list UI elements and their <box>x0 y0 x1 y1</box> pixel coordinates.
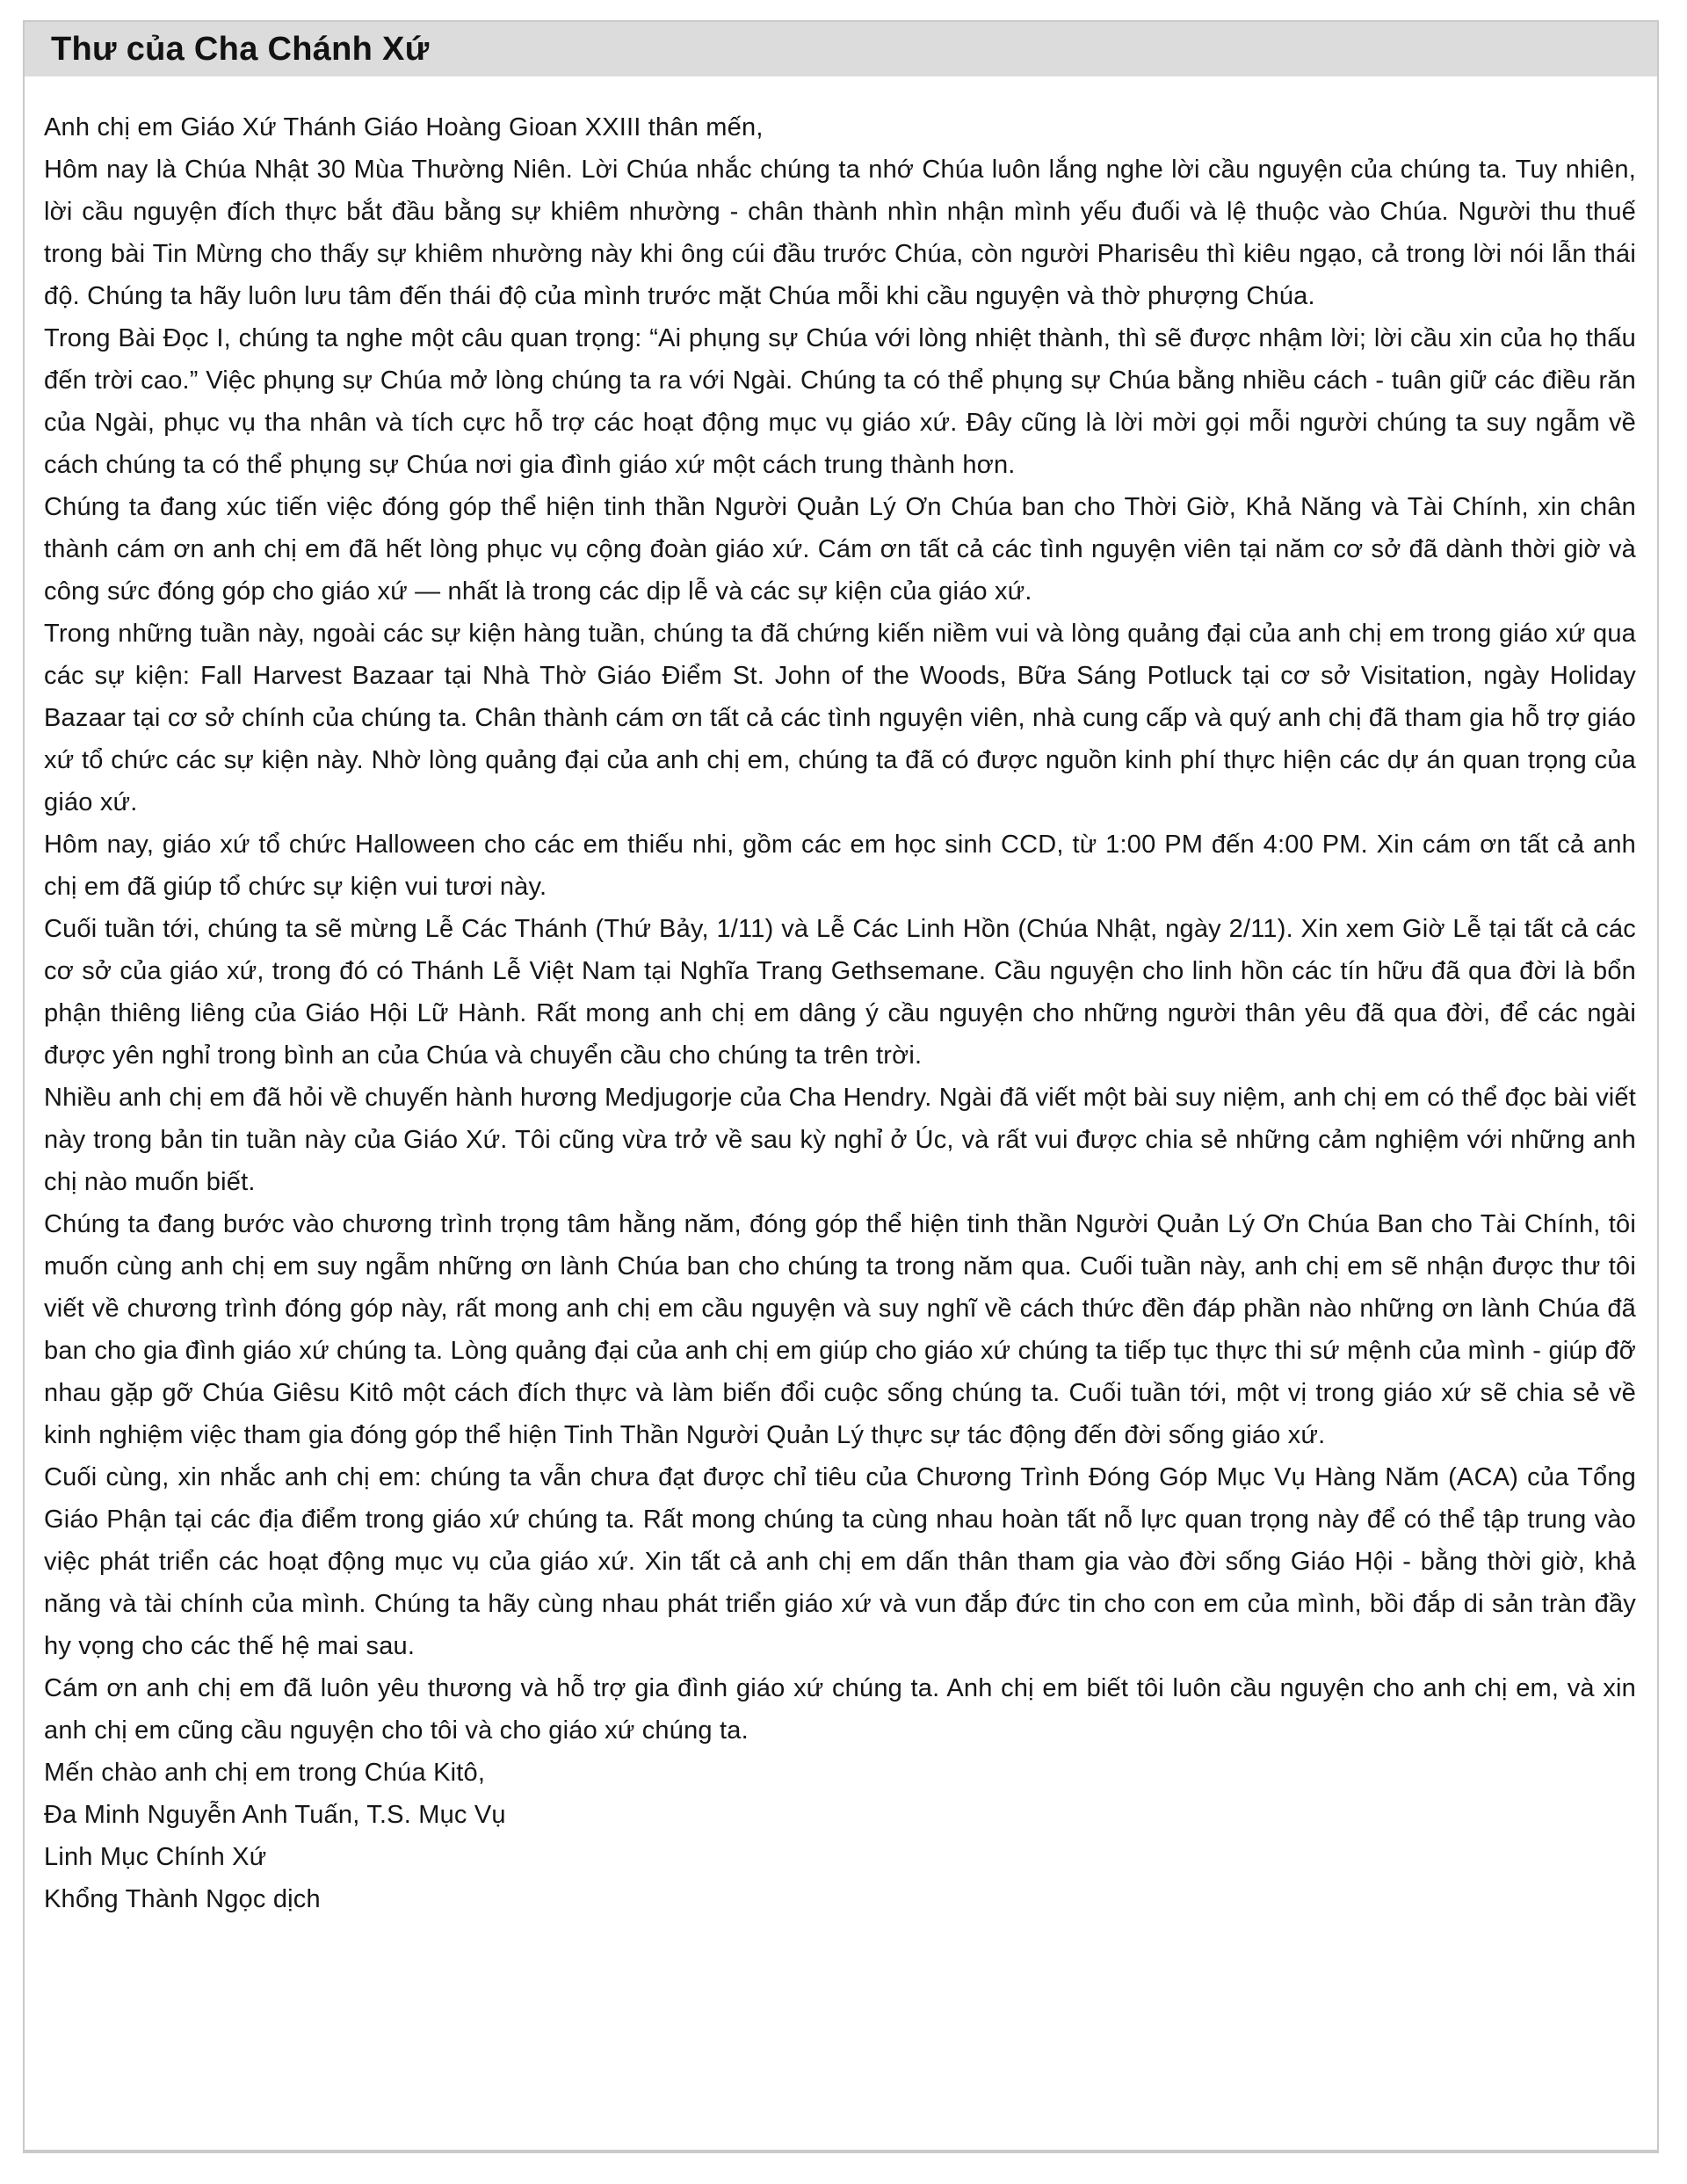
pastor-letter-section <box>23 20 1659 2153</box>
closing-line: Đa Minh Nguyễn Anh Tuấn, T.S. Mục Vụ <box>44 1801 506 1829</box>
letter-paragraphs <box>44 106 1636 1752</box>
letter-paragraph: Chúng ta đang xúc tiến việc đóng góp thể hiện tinh thần Người Quản Lý Ơn Chúa ban cho Thời Giờ, Khả Năng và Tài Chính, xin chân thành cám ơn anh chị em đã hết lòng phục vụ cộng đoàn giáo xứ. Cám ơn tất cả các tình nguyện viên tại năm cơ sở đã dành thời giờ và công sức đóng góp cho giáo xứ — nhất là trong các dịp lễ và các sự kiện của giáo xứ. <box>44 493 1636 606</box>
closing-line: Linh Mục Chính Xứ <box>44 1843 267 1871</box>
letter-paragraph: Anh chị em Giáo Xứ Thánh Giáo Hoàng Gioan XXIII thân mến, <box>44 113 764 141</box>
closing-line: Mến chào anh chị em trong Chúa Kitô, <box>44 1759 486 1787</box>
letter-paragraph: Chúng ta đang bước vào chương trình trọng tâm hằng năm, đóng góp thể hiện tinh thần Người Quản Lý Ơn Chúa Ban cho Tài Chính, tôi muốn cùng anh chị em suy ngẫm những ơn lành Chúa ban cho chúng ta trong năm qua. Cuối tuần này, anh chị em sẽ nhận được thư tôi viết về chương trình đóng góp này, rất mong anh chị em cầu nguyện và suy nghĩ về cách thức đền đáp phần nào những ơn lành Chúa đã ban cho gia đình giáo xứ chúng ta. Lòng quảng đại của anh chị em giúp cho giáo xứ chúng ta tiếp tục thực thi sứ mệnh của mình - giúp đỡ nhau gặp gỡ Chúa Giêsu Kitô một cách đích thực và làm biến đổi cuộc sống chúng ta. Cuối tuần tới, một vị trong giáo xứ sẽ chia sẻ về kinh nghiệm việc tham gia đóng góp thể hiện Tinh Thần Người Quản Lý thực sự tác động đến đời sống giáo xứ. <box>44 1210 1636 1449</box>
letter-closing <box>44 1752 1636 1920</box>
letter-paragraph: Cuối cùng, xin nhắc anh chị em: chúng ta vẫn chưa đạt được chỉ tiêu của Chương Trình Đóng Góp Mục Vụ Hàng Năm (ACA) của Tổng Giáo Phận tại các địa điểm trong giáo xứ chúng ta. Rất mong chúng ta cùng nhau hoàn tất nỗ lực quan trọng này để có thể tập trung vào việc phát triển các hoạt động mục vụ của giáo xứ. Xin tất cả anh chị em dấn thân tham gia vào đời sống Giáo Hội - bằng thời giờ, khả năng và tài chính của mình. Chúng ta hãy cùng nhau phát triển giáo xứ và vun đắp đức tin cho con em của mình, bồi đắp di sản tràn đầy hy vọng cho các thế hệ mai sau. <box>44 1463 1636 1660</box>
letter-paragraph: Trong Bài Đọc I, chúng ta nghe một câu quan trọng: “Ai phụng sự Chúa với lòng nhiệt thành, thì sẽ được nhậm lời; lời cầu xin của họ thấu đến trời cao.” Việc phụng sự Chúa mở lòng chúng ta ra với Ngài. Chúng ta có thể phụng sự Chúa bằng nhiều cách - tuân giữ các điều răn của Ngài, phục vụ tha nhân và tích cực hỗ trợ các hoạt động mục vụ giáo xứ. Đây cũng là lời mời gọi mỗi người chúng ta suy ngẫm về cách chúng ta có thể phụng sự Chúa nơi gia đình giáo xứ một cách trung thành hơn. <box>44 324 1636 479</box>
letter-paragraph: Hôm nay, giáo xứ tổ chức Halloween cho các em thiếu nhi, gồm các em học sinh CCD, từ 1:00 PM đến 4:00 PM. Xin cám ơn tất cả anh chị em đã giúp tổ chức sự kiện vui tươi này. <box>44 831 1636 901</box>
letter-title: Thư của Cha Chánh Xứ <box>51 30 430 68</box>
letter-body <box>25 76 1657 1920</box>
letter-header-bar <box>25 22 1657 76</box>
closing-line: Khổng Thành Ngọc dịch <box>44 1885 321 1913</box>
letter-paragraph: Cuối tuần tới, chúng ta sẽ mừng Lễ Các Thánh (Thứ Bảy, 1/11) và Lễ Các Linh Hồn (Chúa Nhật, ngày 2/11). Xin xem Giờ Lễ tại tất cả các cơ sở của giáo xứ, trong đó có Thánh Lễ Việt Nam tại Nghĩa Trang Gethsemane. Cầu nguyện cho linh hồn các tín hữu đã qua đời là bổn phận thiêng liêng của Giáo Hội Lữ Hành. Rất mong anh chị em dâng ý cầu nguyện cho những người thân yêu đã qua đời, để các ngài được yên nghỉ trong bình an của Chúa và chuyển cầu cho chúng ta trên trời. <box>44 915 1636 1070</box>
letter-paragraph: Trong những tuần này, ngoài các sự kiện hàng tuần, chúng ta đã chứng kiến niềm vui và lòng quảng đại của anh chị em trong giáo xứ qua các sự kiện: Fall Harvest Bazaar tại Nhà Thờ Giáo Điểm St. John of the Woods, Bữa Sáng Potluck tại cơ sở Visitation, ngày Holiday Bazaar tại cơ sở chính của chúng ta. Chân thành cám ơn tất cả các tình nguyện viên, nhà cung cấp và quý anh chị đã tham gia hỗ trợ giáo xứ tổ chức các sự kiện này. Nhờ lòng quảng đại của anh chị em, chúng ta đã có được nguồn kinh phí thực hiện các dự án quan trọng của giáo xứ. <box>44 620 1636 816</box>
letter-paragraph: Hôm nay là Chúa Nhật 30 Mùa Thường Niên. Lời Chúa nhắc chúng ta nhớ Chúa luôn lắng nghe lời cầu nguyện của chúng ta. Tuy nhiên, lời cầu nguyện đích thực bắt đầu bằng sự khiêm nhường - chân thành nhìn nhận mình yếu đuối và lệ thuộc vào Chúa. Người thu thuế trong bài Tin Mừng cho thấy sự khiêm nhường này khi ông cúi đầu trước Chúa, còn người Pharisêu thì kiêu ngạo, cả trong lời nói lẫn thái độ. Chúng ta hãy luôn lưu tâm đến thái độ của mình trước mặt Chúa mỗi khi cầu nguyện và thờ phượng Chúa. <box>44 156 1636 310</box>
letter-paragraph: Nhiều anh chị em đã hỏi về chuyến hành hương Medjugorje của Cha Hendry. Ngài đã viết một bài suy niệm, anh chị em có thể đọc bài viết này trong bản tin tuần này của Giáo Xứ. Tôi cũng vừa trở về sau kỳ nghỉ ở Úc, và rất vui được chia sẻ những cảm nghiệm với những anh chị nào muốn biết. <box>44 1084 1636 1196</box>
letter-paragraph: Cám ơn anh chị em đã luôn yêu thương và hỗ trợ gia đình giáo xứ chúng ta. Anh chị em biết tôi luôn cầu nguyện cho anh chị em, và xin anh chị em cũng cầu nguyện cho tôi và cho giáo xứ chúng ta. <box>44 1674 1636 1745</box>
